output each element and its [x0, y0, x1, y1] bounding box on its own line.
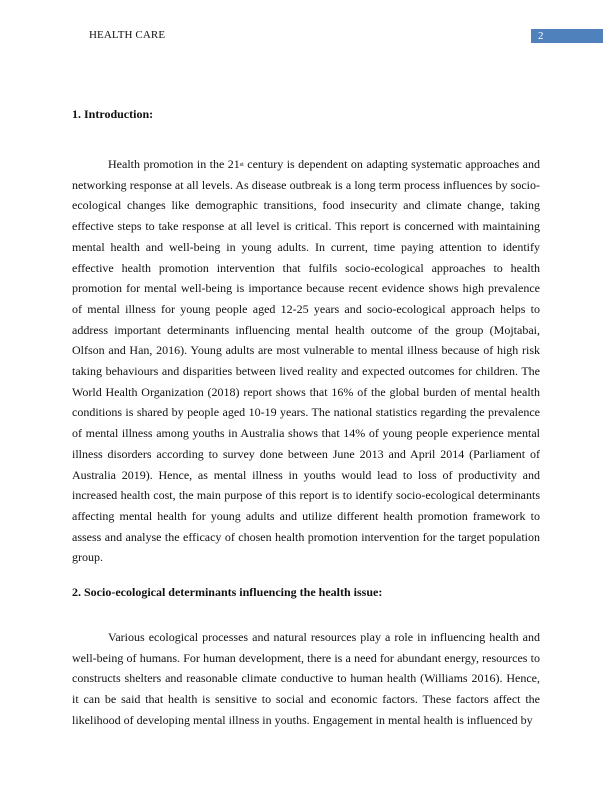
- introduction-paragraph: [72, 154, 540, 568]
- intro-text-start: Health promotion in the 21: [108, 157, 240, 171]
- page-number-badge: [531, 29, 603, 43]
- section-heading-socio-ecological: 2. Socio-ecological determinants influencing the health issue:: [72, 585, 383, 600]
- socio-ecological-paragraph: Various ecological processes and natural resources play a role in influencing health and well-being of humans. For human development, there is a need for abundant energy, resources to constructs shelters and reasonable climate conductive to human health (Williams 2016). Hence, it can be said that health is sensitive to social and economic factors. These factors affect the likelihood of developing mental illness in youths. Engagement in mental health is influenced by: [72, 630, 540, 727]
- ordinal-superscript: st: [239, 162, 244, 168]
- running-header-title: HEALTH CARE: [89, 29, 166, 41]
- intro-text-rest: century is dependent on adapting systematic approaches and networking response at all levels. As disease outbreak is a long term process influences by socio-ecological changes like demographic transitions, food insecurity and climate change, taking effective steps to take response at all level is critical. This report is concerned with maintaining mental health and well-being in young adults. In current, time paying attention to identify effective health promotion intervention that fulfils socio-ecological approaches to health promotion for mental well-being is importance because recent evidence shows high prevalence of mental illness for young people aged 12-25 years and socio-ecological approach helps to address important determinants influencing mental health outcome of the group (Mojtabai, Olfson and Han, 2016). Young adults are most vulnerable to mental illness because of high risk taking behaviours and disparities between lived reality and expected outcomes for children. The World Health Organization (2018) report shows that 16% of the global burden of mental health conditions is shared by people aged 10-19 years. The national statistics regarding the prevalence of mental illness among youths in Australia shows that 14% of young people experience mental illness disorders according to survey done between June 2013 and April 2014 (Parliament of Australia 2019). Hence, as mental illness in youths would lead to loss of productivity and increased health cost, the main purpose of this report is to identify socio-ecological determinants affecting mental health for young adults and utilize different health promotion framework to assess and analyse the efficacy of chosen health promotion intervention for the target population group.: [72, 157, 540, 565]
- section-heading-introduction: 1. Introduction:: [72, 107, 154, 121]
- page-number: 2: [538, 30, 544, 42]
- document-body: [72, 104, 540, 731]
